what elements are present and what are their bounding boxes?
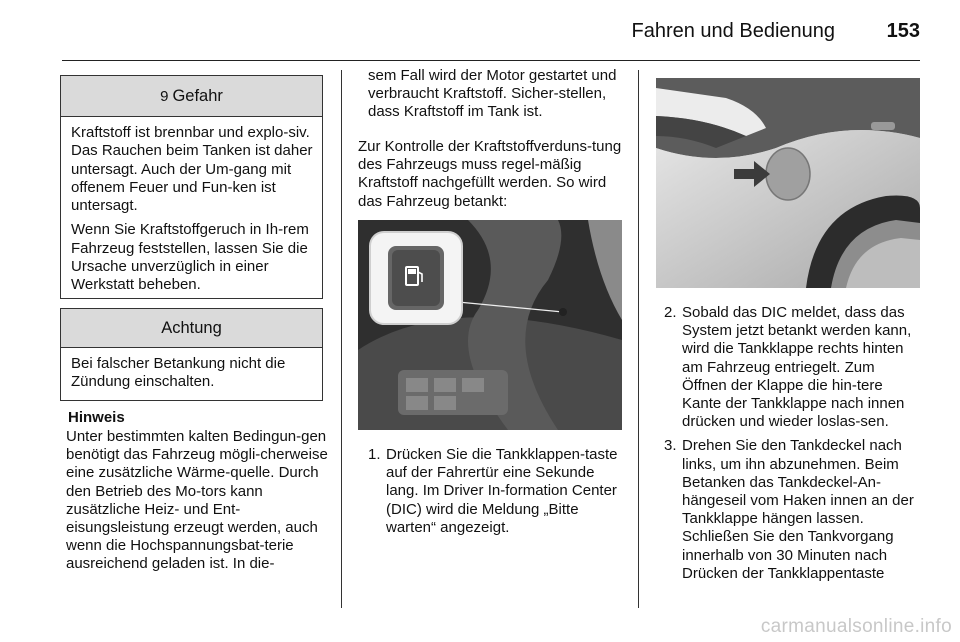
step-list-2 xyxy=(664,304,922,589)
page-number: 153 xyxy=(886,20,920,42)
watermark: carmanualsonline.info xyxy=(760,616,952,637)
note-text: Unter bestimmten kalten Bedingun-gen benötigt das Fahrzeug mögli-cherweise eine zusätzliche Wärme-quelle. Durch den Betrieb des Mo-tors kann zusätzliche Heiz- und Ent-eisungsleistung erzeugt werden, auch wenn die Hochspannungsbat-terie ausreichend geladen ist. In die- xyxy=(66,428,328,573)
danger-paragraph: Kraftstoff ist brennbar und explo-siv. Das Rauchen beim Tanken ist daher untersagt. Auch der Um-gang mit offenem Feuer und Fun-ken ist untersagt. xyxy=(71,124,313,215)
caution-text: Bei falscher Betankung nicht die Zündung einschalten. xyxy=(71,355,286,391)
danger-box-title: Gefahr xyxy=(172,86,223,105)
danger-box-header xyxy=(61,76,322,117)
caution-box-title: Achtung xyxy=(161,318,222,337)
danger-paragraph: Wenn Sie Kraftstoffgeruch in Ih-rem Fahrzeug feststellen, lassen Sie die Ursache unverzüglich in einer Werkstatt beheben. xyxy=(71,221,309,294)
warning-icon: 9 xyxy=(160,87,169,105)
door-switch-image xyxy=(358,220,622,430)
fuel-flap-image xyxy=(656,78,920,288)
step-number: 1. xyxy=(368,446,381,463)
page-header xyxy=(62,14,920,61)
column-divider xyxy=(638,70,639,608)
step-item xyxy=(664,304,922,431)
step-list-1 xyxy=(368,446,626,543)
header-title: Fahren und Bedienung xyxy=(631,20,835,42)
step-number: 2. xyxy=(664,304,677,321)
door-panel-illustration xyxy=(358,220,622,430)
note-title: Hinweis xyxy=(68,409,125,426)
caution-box xyxy=(60,308,323,401)
step-item xyxy=(664,437,922,583)
step-item xyxy=(368,446,626,537)
caution-box-header xyxy=(61,309,322,348)
caution-box-body xyxy=(61,348,322,392)
step-text: Drücken Sie die Tankklappen-taste auf der Fahrertür eine Sekunde lang. Im Driver In-formation Center (DIC) wird die Meldung „Bitte warten“ angezeigt. xyxy=(386,446,618,536)
car-rear-illustration xyxy=(656,78,920,288)
step-text: Drehen Sie den Tankdeckel nach links, um ihn abzunehmen. Beim Betanken das Tankdeckel-An-hängeseil vom Haken innen an der Tankklappe hängen lassen. Schließen Sie den Tankvorgang innerhalb von 30 Minuten nach Drücken der Tankklappentaste xyxy=(682,437,914,582)
step-text: Sobald das DIC meldet, dass das System jetzt betankt werden kann, wird die Tankklappe rechts hinten am Fahrzeug entriegelt. Zum Öffnen der Klappe die hin-tere Kante der Tankklappe nach innen drücken und wieder loslas-sen. xyxy=(682,304,912,431)
step-number: 3. xyxy=(664,437,677,455)
danger-box xyxy=(60,75,323,299)
column-divider xyxy=(341,70,342,608)
intro-paragraph: Zur Kontrolle der Kraftstoffverduns-tung des Fahrzeugs muss regel-mäßig Kraftstoff nachgefüllt werden. So wird das Fahrzeug betankt: xyxy=(358,138,622,210)
intro-text xyxy=(358,138,626,217)
continuation-paragraph: sem Fall wird der Motor gestartet und verbraucht Kraftstoff. Sicher-stellen, dass Kraftstoff im Tank ist. xyxy=(368,67,617,121)
continuation-text xyxy=(368,67,628,128)
danger-box-body xyxy=(61,117,322,295)
